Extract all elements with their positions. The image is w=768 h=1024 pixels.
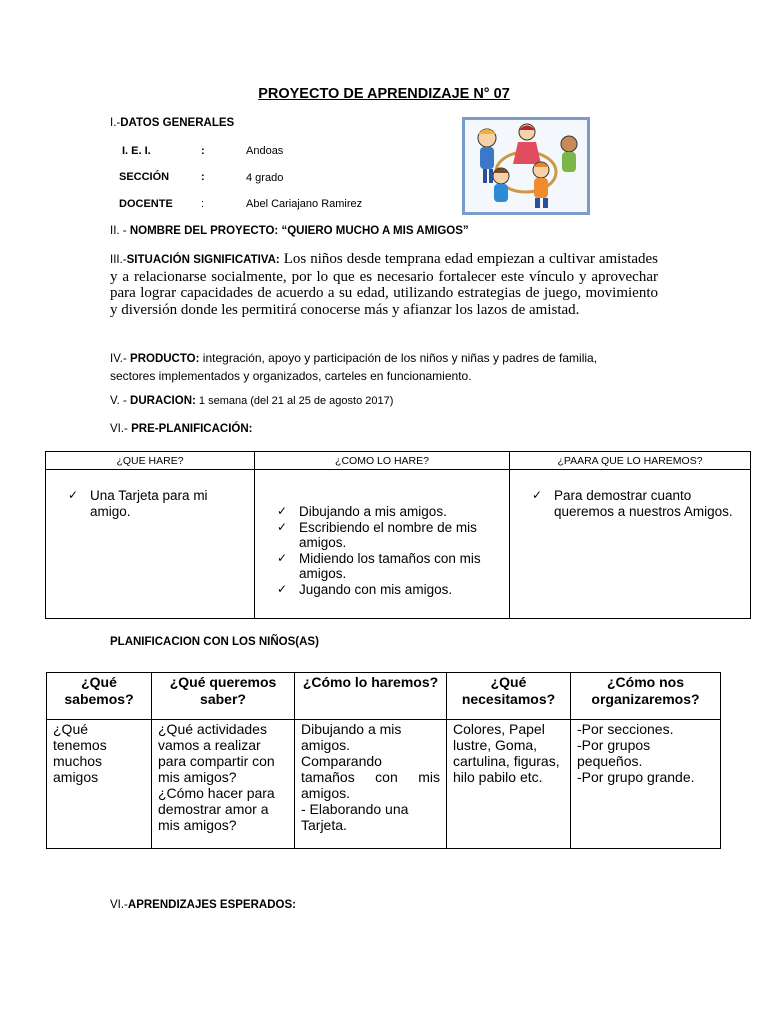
header-que-sabemos: ¿Qué sabemos? xyxy=(47,673,152,720)
seccion-colon: : xyxy=(201,171,205,183)
check-icon: ✓ xyxy=(277,504,288,518)
docente-label: DOCENTE xyxy=(119,198,173,210)
nombre-label: NOMBRE DEL PROYECTO: xyxy=(129,225,279,237)
header-que-queremos-saber: ¿Qué queremos saber? xyxy=(152,673,295,720)
check-icon: ✓ xyxy=(68,488,79,502)
check-icon: ✓ xyxy=(277,550,288,565)
check-icon: ✓ xyxy=(277,581,288,596)
cell-para-que xyxy=(510,470,751,619)
cell-que-hare xyxy=(46,470,255,619)
situacion-label: SITUACIÓN SIGNIFICATIVA: xyxy=(126,254,280,266)
check-icon: ✓ xyxy=(277,519,288,534)
producto-line2: sectores implementados y organizados, carteles en funcionamiento. xyxy=(110,369,472,383)
list-item: ✓ Para demostrar cuanto queremos a nuestros Amigos. xyxy=(532,488,733,519)
docente-value: Abel Cariajano Ramirez xyxy=(246,198,363,210)
preplanificacion-heading xyxy=(110,423,252,435)
planificacion-heading: PLANIFICACION CON LOS NIÑOS(AS) xyxy=(110,636,319,648)
nombre-value: “QUIERO MUCHO A MIS AMIGOS” xyxy=(278,225,469,237)
section-number: V. - xyxy=(110,395,131,407)
producto-label: PRODUCTO: xyxy=(130,353,200,365)
preplan-label: PRE-PLANIFICACIÓN: xyxy=(131,423,253,435)
datos-generales-heading xyxy=(110,117,234,129)
nombre-proyecto-line xyxy=(110,225,469,237)
list-item: ✓ Jugando con mis amigos. xyxy=(277,581,453,597)
cell-como-lo-haremos: Dibujando a mis amigos. Comparando tamaños con mis amigos. - Elaborando una Tarjeta. xyxy=(295,720,447,849)
seccion-label: SECCIÓN xyxy=(119,171,170,183)
list-item: ✓ Midiendo los tamaños con mis amigos. xyxy=(277,550,481,581)
section-number: III.- xyxy=(110,254,127,266)
header-que-necesitamos: ¿Qué necesitamos? xyxy=(447,673,571,720)
producto-block xyxy=(110,350,597,385)
aprendizajes-label: APRENDIZAJES ESPERADOS: xyxy=(127,899,296,911)
section-number: VI.- xyxy=(110,423,132,435)
list-item: ✓ Una Tarjeta para mi amigo. xyxy=(68,488,208,519)
header-como-lo-haremos: ¿Cómo lo haremos? xyxy=(295,673,447,720)
header-que-hare: ¿QUE HARE? xyxy=(46,452,255,470)
aprendizajes-heading xyxy=(110,899,296,911)
cell-que-necesitamos: Colores, Papel lustre, Goma, cartulina, figuras, hilo pabilo etc. xyxy=(447,720,571,849)
duracion-value: 1 semana (del 21 al 25 de agosto 2017) xyxy=(195,395,394,407)
producto-line1: integración, apoyo y participación de los niños y niñas y padres de familia, xyxy=(199,351,598,365)
section-number: VI.- xyxy=(110,899,128,911)
section-number: II. - xyxy=(110,225,130,237)
iei-value: Andoas xyxy=(246,145,284,157)
section-number: IV.- xyxy=(110,353,131,365)
children-circle-illustration-icon xyxy=(462,117,590,215)
planificacion-table xyxy=(46,672,721,849)
section-number: I.- xyxy=(110,117,121,129)
seccion-value: 4 grado xyxy=(246,172,284,184)
cell-como-nos-organizaremos: -Por secciones. -Por grupos pequeños. -Por grupo grande. xyxy=(571,720,721,849)
situacion-text: Los niños desde temprana edad empiezan a cultivar amistades y a relacionarse socialmente, por lo que es necesario fortalecer este vínculo y aprovechar para lograr capacidades de acuerdo a su edad, utilizando estrategias de juego, movimiento y diversión donde les permitirá conocerse más y afianzar los lazos de amistad. xyxy=(110,251,658,318)
header-como-lo-hare: ¿COMO LO HARE? xyxy=(255,452,510,470)
header-como-nos-organizaremos: ¿Cómo nos organizaremos? xyxy=(571,673,721,720)
cell-que-queremos-saber: ¿Qué actividades vamos a realizar para compartir con mis amigos? ¿Cómo hacer para demostrar amor a mis amigos? xyxy=(152,720,295,849)
list-item: ✓ Escribiendo el nombre de mis amigos. xyxy=(277,519,477,550)
situacion-paragraph xyxy=(110,251,658,318)
iei-colon: : xyxy=(201,145,205,157)
document-title: PROYECTO DE APRENDIZAJE N° 07 xyxy=(258,86,510,102)
docente-colon: : xyxy=(201,198,205,210)
cell-que-sabemos: ¿Qué tenemos muchos amigos xyxy=(47,720,152,849)
list-item: ✓ Dibujando a mis amigos. xyxy=(277,504,447,519)
check-icon: ✓ xyxy=(532,488,543,502)
section-label: DATOS GENERALES xyxy=(120,117,235,129)
iei-label: I. E. I. xyxy=(122,145,151,157)
header-para-que: ¿PAARA QUE LO HAREMOS? xyxy=(510,452,751,470)
duracion-line xyxy=(110,395,393,407)
cell-como-lo-hare xyxy=(255,470,510,619)
preplanificacion-table xyxy=(45,451,751,619)
duracion-label: DURACION: xyxy=(130,395,196,407)
